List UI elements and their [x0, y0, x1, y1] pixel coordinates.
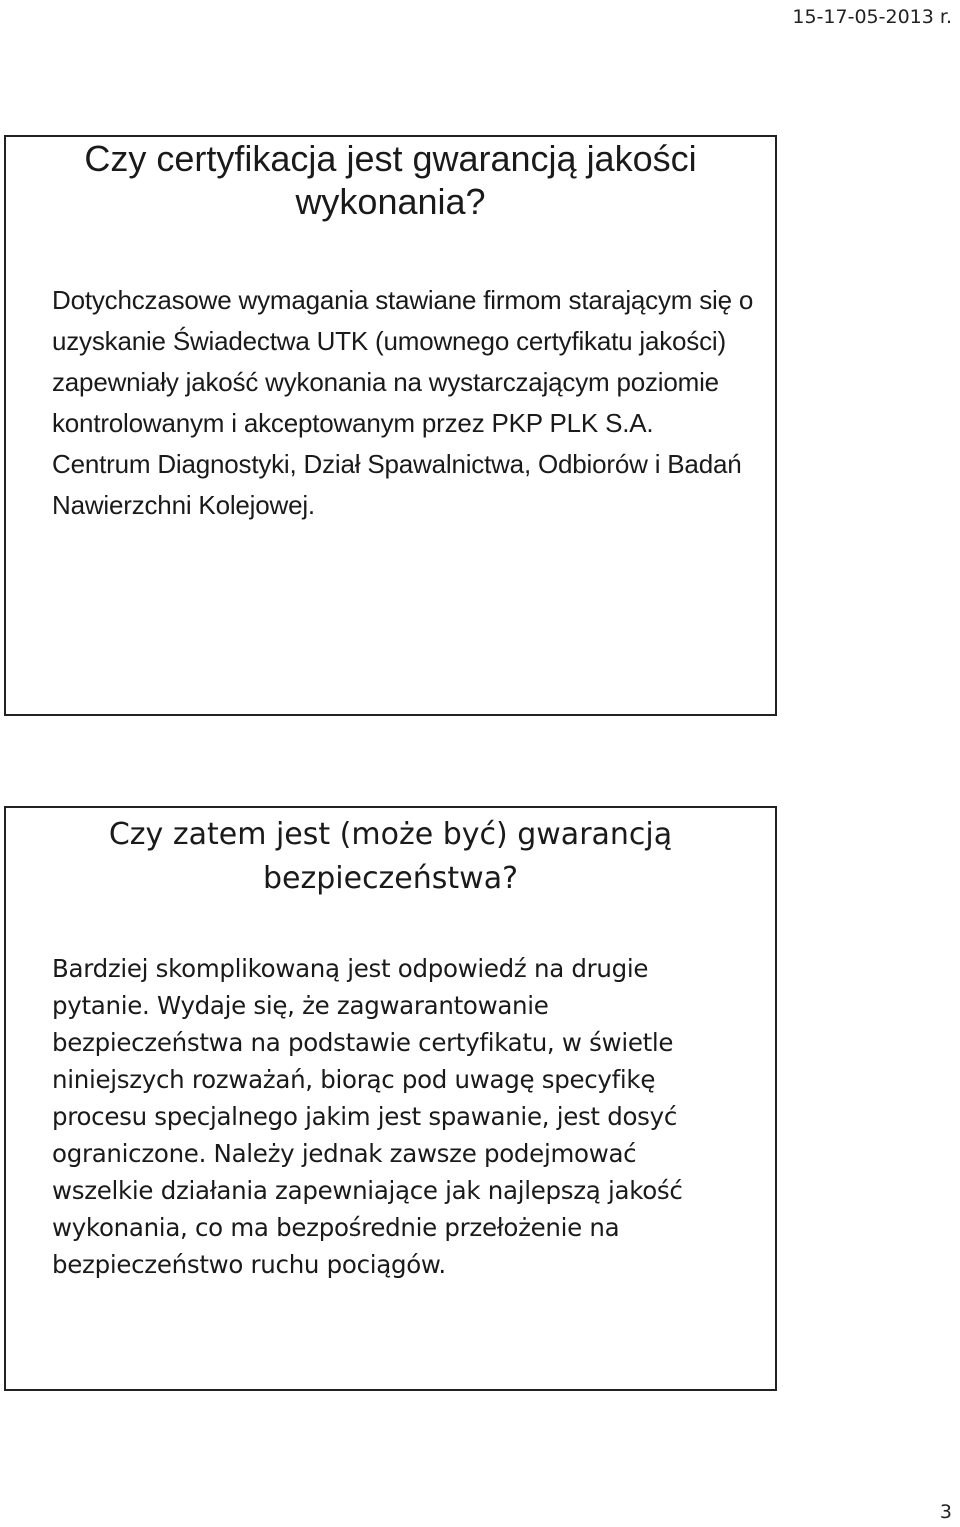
slide-safety-guarantee — [4, 806, 777, 1391]
header-date: 15-17-05-2013 r. — [792, 6, 952, 28]
slide-body: Bardziej skomplikowaną jest odpowiedź na drugie pytanie. Wydaje się, że zagwarantowanie bezpieczeństwa na podstawie certyfikatu, w świetle niniejszych rozważań, biorąc pod uwagę specyfikę procesu specjalnego jakim jest spawanie, jest dosyć ograniczone. Należy jednak zawsze podejmować wszelkie działania zapewniające jak najlepszą jakość wykonania, co ma bezpośrednie przełożenie na bezpieczeństwo ruchu pociągów. — [52, 954, 683, 1279]
page-number: 3 — [939, 1501, 952, 1523]
slide-title: Czy zatem jest (może być) gwarancją bezpieczeństwa? — [108, 817, 673, 896]
slide-body: Dotychczasowe wymagania stawiane firmom starającym się o uzyskanie Świadectwa UTK (umownego certyfikatu jakości) zapewniały jakość wykonania na wystarczającym poziomie kontrolowanym i akceptowanym przez PKP PLK S.A. Centrum Diagnostyki, Dział Spawalnictwa, Odbiorów i Badań Nawierzchni Kolejowej. — [52, 285, 754, 520]
slide-title: Czy certyfikacja jest gwarancją jakości wykonania? — [84, 138, 697, 222]
slide-certification-quality — [4, 135, 777, 716]
